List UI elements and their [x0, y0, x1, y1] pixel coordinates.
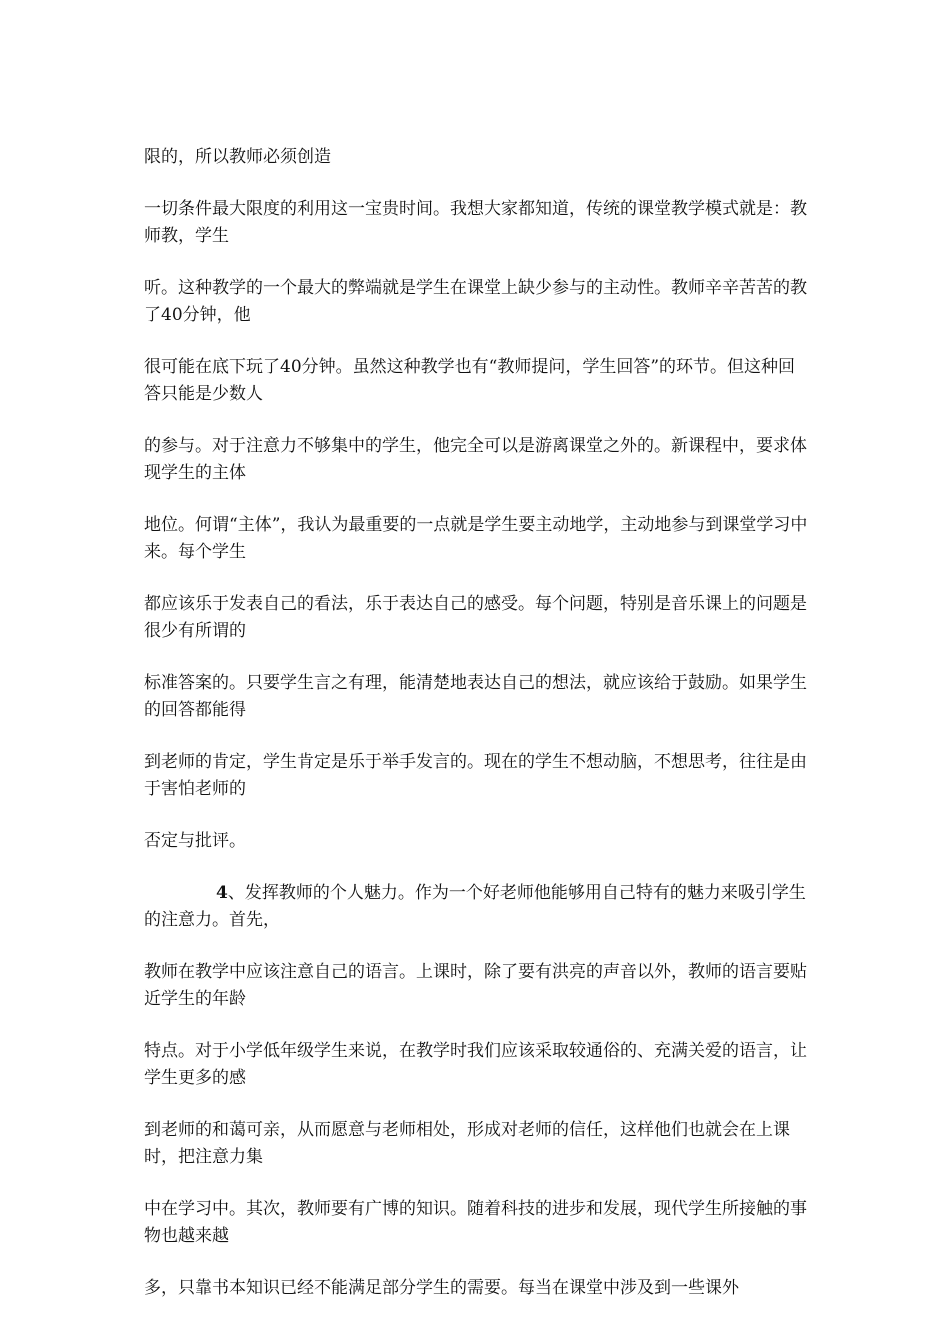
- paragraph: 的参与。对于注意力不够集中的学生，他完全可以是游离课堂之外的。新课程中，要求体现学生的主体: [144, 436, 807, 483]
- paragraph: 到老师的和蔼可亲，从而愿意与老师相处，形成对老师的信任，这样他们也就会在上课时，把注意力集: [144, 1120, 790, 1167]
- numbered-paragraph: [144, 880, 808, 934]
- paragraph: 地位。何谓“主体”，我认为最重要的一点就是学生要主动地学，主动地参与到课堂学习中来。每个学生: [144, 515, 808, 562]
- paragraph-text: 、发挥教师的个人魅力。作为一个好老师他能够用自己特有的魅力来吸引学生的注意力。首先，: [144, 883, 806, 930]
- paragraph: 教师在教学中应该注意自己的语言。上课时，除了要有洪亮的声音以外，教师的语言要贴近学生的年龄: [144, 962, 807, 1009]
- paragraph: 限的，所以教师必须创造: [144, 147, 331, 167]
- paragraph: 标准答案的。只要学生言之有理，能清楚地表达自己的想法，就应该给于鼓励。如果学生的回答都能得: [144, 673, 807, 720]
- document-body: [144, 144, 808, 1327]
- paragraph: 中在学习中。其次，教师要有广博的知识。随着科技的进步和发展，现代学生所接触的事物也越来越: [144, 1199, 807, 1246]
- paragraph: 多，只靠书本知识已经不能满足部分学生的需要。每当在课堂中涉及到一些课外: [144, 1278, 739, 1298]
- paragraph-number: 4: [216, 883, 228, 903]
- paragraph: 很可能在底下玩了40分钟。虽然这种教学也有“教师提问，学生回答”的环节。但这种回答只能是少数人: [144, 357, 796, 404]
- paragraph: 都应该乐于发表自己的看法，乐于表达自己的感受。每个问题，特别是音乐课上的问题是很少有所谓的: [144, 594, 807, 641]
- paragraph: 听。这种教学的一个最大的弊端就是学生在课堂上缺少参与的主动性。教师辛辛苦苦的教了40分钟，他: [144, 278, 807, 325]
- paragraph: 特点。对于小学低年级学生来说，在教学时我们应该采取较通俗的、充满关爱的语言，让学生更多的感: [144, 1041, 807, 1088]
- paragraph: 一切条件最大限度的利用这一宝贵时间。我想大家都知道，传统的课堂教学模式就是：教师教，学生: [144, 199, 807, 246]
- paragraph: 否定与批评。: [144, 831, 246, 851]
- paragraph: 到老师的肯定，学生肯定是乐于举手发言的。现在的学生不想动脑，不想思考，往往是由于害怕老师的: [144, 752, 807, 799]
